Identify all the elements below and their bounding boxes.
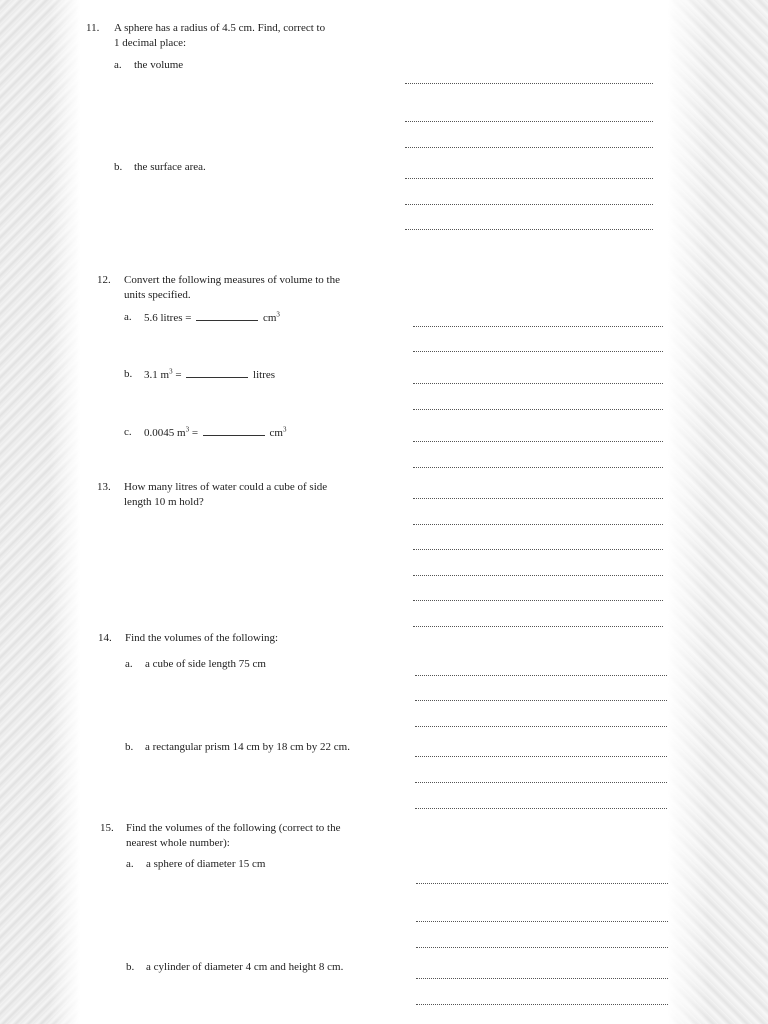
conversion-left: 3.1 m <box>144 369 170 381</box>
equals-sign: = <box>191 427 199 439</box>
answer-line[interactable] <box>413 575 663 576</box>
answer-line[interactable] <box>413 467 663 468</box>
answer-line[interactable] <box>416 978 668 979</box>
part-letter: a. <box>126 858 134 870</box>
answer-line[interactable] <box>405 121 653 122</box>
answer-line[interactable] <box>413 600 663 601</box>
question-number: 11. <box>86 22 100 34</box>
part-letter: a. <box>114 59 122 71</box>
question-text-line: nearest whole number): <box>126 837 230 849</box>
conversion-left: 5.6 litres = <box>144 312 192 324</box>
conversion-unit: litres <box>253 369 276 381</box>
unit-exponent: 3 <box>276 310 280 319</box>
answer-line[interactable] <box>405 178 653 179</box>
answer-line[interactable] <box>413 549 663 550</box>
unit-exponent: 3 <box>185 425 190 434</box>
part-letter: a. <box>124 311 132 323</box>
unit-exponent: 3 <box>169 367 173 376</box>
answer-line[interactable] <box>416 883 668 884</box>
question-number: 12. <box>97 274 111 286</box>
part-text: a cube of side length 75 cm <box>145 658 266 670</box>
question-text-line: How many litres of water could a cube of side <box>124 481 328 493</box>
question-number: 15. <box>100 822 114 834</box>
fill-in-blank[interactable] <box>196 310 258 321</box>
answer-line[interactable] <box>413 409 663 410</box>
answer-line[interactable] <box>416 921 668 922</box>
conversion-item <box>144 425 286 441</box>
fill-in-blank[interactable] <box>203 425 265 436</box>
answer-line[interactable] <box>413 383 663 384</box>
question-text-line: Convert the following measures of volume to the <box>124 274 340 286</box>
question-text-line: Find the volumes of the following: <box>125 632 279 644</box>
answer-line[interactable] <box>415 675 667 676</box>
answer-line[interactable] <box>415 726 667 727</box>
answer-line[interactable] <box>405 83 653 84</box>
answer-line[interactable] <box>415 756 667 757</box>
part-letter: b. <box>114 161 123 173</box>
answer-line[interactable] <box>413 326 663 327</box>
unit-exponent: 3 <box>282 425 287 434</box>
part-letter: b. <box>125 741 134 753</box>
conversion-item <box>144 310 280 326</box>
question-number: 13. <box>97 481 111 493</box>
part-letter: a. <box>125 658 133 670</box>
conversion-unit: cm <box>269 427 283 439</box>
part-text: a rectangular prism 14 cm by 18 cm by 22 cm. <box>145 741 350 753</box>
part-letter: b. <box>126 961 135 973</box>
answer-line[interactable] <box>416 1004 668 1005</box>
answer-line[interactable] <box>413 441 663 442</box>
answer-line[interactable] <box>415 808 667 809</box>
conversion-item <box>144 367 275 383</box>
answer-line[interactable] <box>405 147 653 148</box>
answer-line[interactable] <box>415 782 667 783</box>
part-letter: b. <box>124 368 133 380</box>
part-text: the volume <box>134 59 184 71</box>
question-text-line: 1 decimal place: <box>114 37 187 49</box>
answer-line[interactable] <box>405 204 653 205</box>
part-text: the surface area. <box>134 161 206 173</box>
conversion-left: 0.0045 m <box>144 427 186 439</box>
part-text: a cylinder of diameter 4 cm and height 8 cm. <box>146 961 344 973</box>
question-text-line: Find the volumes of the following (correct to the <box>126 822 341 834</box>
answer-line[interactable] <box>416 947 668 948</box>
answer-line[interactable] <box>413 626 663 627</box>
question-text-line: units specified. <box>124 289 191 301</box>
equals-sign: = <box>175 369 182 381</box>
question-text-line: length 10 m hold? <box>124 496 204 508</box>
answer-line[interactable] <box>413 498 663 499</box>
answer-line[interactable] <box>413 524 663 525</box>
conversion-unit: cm <box>262 312 277 324</box>
part-text: a sphere of diameter 15 cm <box>146 858 266 870</box>
answer-line[interactable] <box>413 351 663 352</box>
part-letter: c. <box>124 426 132 438</box>
answer-line[interactable] <box>405 229 653 230</box>
question-number: 14. <box>98 632 112 644</box>
question-text-line: A sphere has a radius of 4.5 cm. Find, correct to <box>114 22 326 34</box>
answer-line[interactable] <box>415 700 667 701</box>
fill-in-blank[interactable] <box>186 367 248 378</box>
